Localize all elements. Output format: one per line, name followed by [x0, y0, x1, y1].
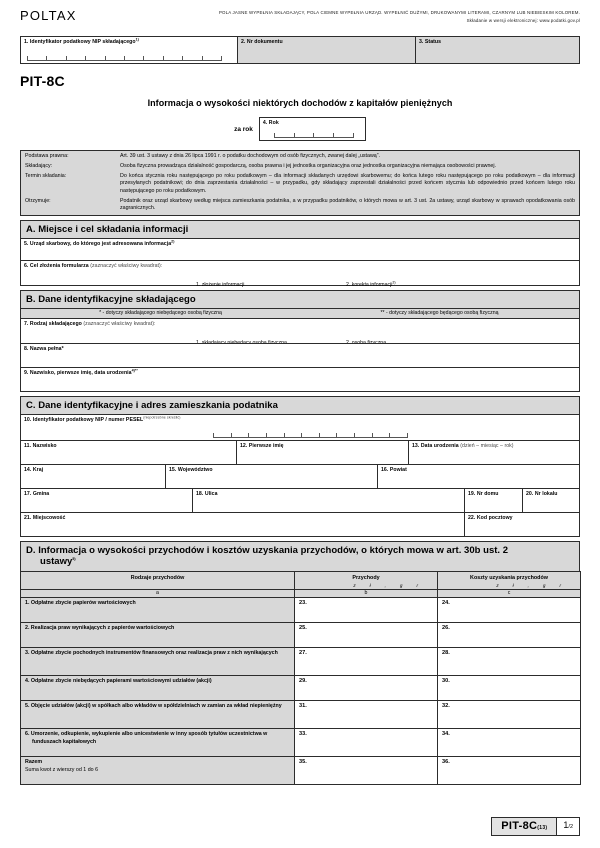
- page-footer: [20, 817, 580, 836]
- legal-basis-table: [20, 150, 580, 216]
- field-nazwisko[interactable]: [20, 440, 237, 465]
- field-wojewodztwo-label: 15. Województwo: [169, 466, 213, 473]
- field-nr-dokumentu-label: 2. Nr dokumentu: [241, 39, 283, 45]
- section-b-row-7: [20, 318, 580, 344]
- form-subtitle: Informacja o wysokości niektórych dochodów z kapitałów pieniężnych: [147, 98, 453, 108]
- table-row: [21, 597, 581, 622]
- footer-page-number: 1/2: [557, 817, 580, 836]
- legal-value: Do końca stycznia roku następującego po roku podatkowym – dla informacji składanych urzędowi skarbowemu; do końca lutego roku następującego po roku podatkowym – dla informacji przesyłanych podatnikowi; do dnia zaprzestania działalności – w przypadku, gdy składający zaprzestali działalności przed końcem stycznia lub odpowiednio przed końcem lutego roku następującego po roku podatkowym.: [120, 172, 575, 194]
- footer-form-code: PIT-8C(13): [491, 817, 557, 836]
- fill-instructions-line1: POLA JASNE WYPEŁNIA SKŁADAJĄCY, POLA CIEMNE WYPEŁNIA URZĄD. WYPEŁNIĆ DUŻYMI, DRUKOWANYMI LITERAMI, CZARNYM LUB NIEBIESKIM KOLOREM.: [218, 10, 580, 15]
- row-cost-field[interactable]: 30.: [438, 675, 581, 700]
- legal-row: [25, 173, 575, 195]
- legal-value: Osoba fizyczna prowadząca działalność gospodarczą, osoba prawna i jej jednostka organizacyjna oraz jednostka organizacyjna niemająca osobowości prawnej.: [120, 162, 496, 169]
- field-cel-zlozenia[interactable]: [20, 260, 580, 289]
- field-wojewodztwo[interactable]: [166, 464, 378, 489]
- section-c-row-10: [20, 414, 580, 441]
- field-nip-pesel-hint: (niepotrzebne skreślić): [143, 415, 181, 420]
- section-c-row-17-20: [20, 488, 580, 513]
- footer-form-version: (13): [537, 825, 548, 831]
- field-nr-domu[interactable]: [465, 488, 523, 513]
- table-header-row: [21, 571, 581, 589]
- row-description: 2. Realizacja praw wynikających z papierów wartościowych: [21, 622, 295, 647]
- field-nazwisko-imie-data[interactable]: [20, 367, 580, 392]
- field-ulica-label: 18. Ulica: [196, 490, 218, 497]
- field-nr-lokalu[interactable]: [523, 488, 580, 513]
- section-b-row-8: [20, 343, 580, 368]
- field-rok[interactable]: [259, 117, 366, 141]
- legal-key: Otrzymuje:: [25, 197, 51, 204]
- section-a-row-5: [20, 238, 580, 261]
- nip-comb[interactable]: [27, 55, 222, 61]
- col-letter-a: a: [21, 589, 295, 597]
- field-powiat-label: 16. Powiat: [381, 466, 407, 473]
- zl-gr-koszty: zł,gr: [496, 582, 575, 588]
- row-income-field[interactable]: 29.: [295, 675, 438, 700]
- row-description: 5. Objęcie udziałów (akcji) w spółkach albo wkładów w spółdzielniach w zamian za wkład niepieniężny: [21, 700, 295, 728]
- section-c-row-21-22: [20, 512, 580, 537]
- legal-row: [25, 163, 575, 170]
- section-c-row-11-13: [20, 440, 580, 465]
- year-row: [20, 116, 580, 142]
- field-nazwisko-imie-data-label: 9. Nazwisko, pierwsze imię, data urodzenia$^{4)**}$: [24, 368, 138, 376]
- field-kod-pocztowy[interactable]: [465, 512, 580, 537]
- col-header-przychody: Przychody zł,gr: [295, 571, 438, 589]
- field-urzad-skarbowy[interactable]: [20, 238, 580, 261]
- row-cost-field[interactable]: 24.: [438, 597, 581, 622]
- footnote-marker-2: 2): [171, 239, 175, 244]
- choice-korekta-informacji[interactable]: 2. korekta informacji$^{3)}$: [346, 280, 396, 289]
- field-nip-pesel-label: 10. Identyfikator podatkowy NIP / numer $PESEL^{(niepotrzebne skreślić)}$: [24, 415, 181, 423]
- legal-key: Składający:: [25, 162, 53, 169]
- section-d-heading-line2: ustawy$^{5)}$: [40, 556, 76, 568]
- legal-value: Art. 39 ust. 3 ustawy z dnia 26 lipca 1991 r. o podatku dochodowym od osób fizycznych, zwanej dalej „ustawą”.: [120, 153, 380, 159]
- field-nip-pesel[interactable]: [20, 414, 580, 441]
- table-row: [21, 647, 581, 675]
- table-total-row: [21, 756, 581, 784]
- page-header: [20, 0, 580, 36]
- field-kraj[interactable]: [20, 464, 166, 489]
- field-cel-zlozenia-label: 6. Cel złożenia formularza (zaznaczyć właściwy kwadrat):: [24, 263, 163, 270]
- section-c-heading: C. Dane identyfikacyjne i adres zamieszkania podatnika: [20, 396, 580, 415]
- field-miejscowosc[interactable]: [20, 512, 465, 537]
- field-gmina[interactable]: [20, 488, 193, 513]
- fill-instructions: [160, 9, 580, 25]
- row-description: 1. Odpłatne zbycie papierów wartościowych: [21, 597, 295, 622]
- field-powiat[interactable]: [378, 464, 580, 489]
- total-row-label: Razem Suma kwot z wierszy od 1 do 6: [21, 756, 295, 784]
- field-miejscowosc-label: 21. Miejscowość: [24, 514, 66, 521]
- row-cost-field[interactable]: 32.: [438, 700, 581, 728]
- fill-instructions-line2: Składanie w wersji elektronicznej: www.podatki.gov.pl: [466, 18, 580, 23]
- choice-zlozenie-informacji[interactable]: 1. złożenie informacji: [196, 282, 245, 289]
- field-nr-dokumentu: [238, 36, 416, 64]
- field-kod-pocztowy-label: 22. Kod pocztowy: [468, 514, 513, 521]
- table-row: [21, 700, 581, 728]
- section-a-row-6: [20, 260, 580, 289]
- section-c-row-14-16: [20, 464, 580, 489]
- col-header-koszty: Koszty uzyskania przychodów zł,gr: [438, 571, 581, 589]
- field-rok-label: 4. Rok: [262, 120, 279, 126]
- row-description: 4. Odpłatne zbycie niebędących papierami wartościowymi udziałów (akcji): [21, 675, 295, 700]
- legal-key: Podstawa prawna:: [25, 153, 69, 159]
- total-income-field[interactable]: 35.: [295, 756, 438, 784]
- row-cost-field[interactable]: 28.: [438, 647, 581, 675]
- field-ulica[interactable]: [193, 488, 465, 513]
- top-field-row: [20, 36, 580, 64]
- table-letter-row: [21, 589, 581, 597]
- row-income-field[interactable]: 23.: [295, 597, 438, 622]
- field-rodzaj-skladajacego-label: 7. Rodzaj składającego (zaznaczyć właściwy kwadrat):: [24, 320, 156, 327]
- section-b-row-9: [20, 367, 580, 392]
- legal-key: Termin składania:: [25, 172, 67, 179]
- row-income-field[interactable]: 25.: [295, 622, 438, 647]
- footnote-marker-1: 1): [135, 37, 139, 42]
- rok-comb[interactable]: [274, 132, 354, 138]
- legal-value: Podatnik oraz urząd skarbowy według miejsca zamieszkania podatnika, a w przypadku podatników, o których mowa w art. 3 ust. 2a ustawy, urząd skarbowy w sprawach opodatkowania osób zagranicznych.: [120, 197, 575, 211]
- row-cost-field[interactable]: 26.: [438, 622, 581, 647]
- section-b-note-left: * - dotyczy składającego niebędącego osobą fizyczną: [99, 310, 222, 317]
- field-pierwsze-imie[interactable]: [237, 440, 409, 465]
- za-rok-label: za rok: [234, 125, 253, 133]
- field-nip-label: 1. Identyfikator podatkowy NIP składającego$^{1)}$: [24, 37, 139, 45]
- field-urzad-skarbowy-label: 5. Urząd skarbowy, do którego jest adresowana informacja$^{2)}$: [24, 239, 175, 248]
- legal-row: [25, 153, 575, 160]
- field-data-urodzenia-label: 13. Data urodzenia (dzień – miesiąc – rok): [412, 442, 514, 449]
- row-description: 6. Umorzenie, odkupienie, wykupienie albo unicestwienie w inny sposób tytułów uczestnictwa w funduszach kapitałowych: [21, 728, 295, 756]
- field-nazwa-pelna-label: 8. Nazwa pełna*: [24, 345, 64, 352]
- field-rodzaj-skladajacego[interactable]: [20, 318, 580, 344]
- row-income-field[interactable]: 33.: [295, 728, 438, 756]
- nip-pesel-comb[interactable]: [213, 432, 408, 438]
- field-nazwisko-label: 11. Nazwisko: [24, 442, 57, 449]
- section-b-heading: B. Dane identyfikacyjne składającego: [20, 290, 580, 309]
- section-d-table: [20, 571, 581, 785]
- section-a-heading: A. Miejsce i cel składania informacji: [20, 220, 580, 239]
- row-income-field[interactable]: 31.: [295, 700, 438, 728]
- section-d-heading: [20, 541, 580, 572]
- field-nr-lokalu-label: 20. Nr lokalu: [526, 490, 558, 497]
- total-cost-field[interactable]: 36.: [438, 756, 581, 784]
- field-status-label: 3. Status: [419, 39, 442, 45]
- legal-row: [25, 198, 575, 213]
- table-row: [21, 675, 581, 700]
- footnote-marker-5: 5): [72, 557, 76, 562]
- field-kraj-label: 14. Kraj: [24, 466, 44, 473]
- table-row: [21, 622, 581, 647]
- col-letter-b: b: [295, 589, 438, 597]
- row-cost-field[interactable]: 34.: [438, 728, 581, 756]
- col-letter-c: c: [438, 589, 581, 597]
- field-nr-domu-label: 19. Nr domu: [468, 490, 499, 497]
- field-nip-skladajacego[interactable]: [20, 36, 238, 64]
- field-nazwa-pelna[interactable]: [20, 343, 580, 368]
- page-title: PIT-8C: [20, 73, 65, 89]
- poltax-logo: POLTAX: [20, 8, 77, 23]
- row-description: 3. Odpłatne zbycie pochodnych instrumentów finansowych oraz realizacja praw z nich wynikających: [21, 647, 295, 675]
- footnote-marker-3: 3): [392, 280, 396, 285]
- footnote-marker-4: 4)**: [131, 368, 138, 373]
- field-status: [416, 36, 580, 64]
- col-header-rodzaje: Rodzaje przychodów: [21, 571, 295, 589]
- zl-gr-przychody: zł,gr: [353, 582, 432, 588]
- table-row: [21, 728, 581, 756]
- section-b-note-right: ** - dotyczy składającego będącego osobą fizyczną: [380, 310, 499, 317]
- field-data-urodzenia[interactable]: [409, 440, 580, 465]
- section-d-heading-line1: D. Informacja o wysokości przychodów i kosztów uzyskania przychodów, o których mowa w art. 30b ust. 2: [26, 544, 509, 556]
- row-income-field[interactable]: 27.: [295, 647, 438, 675]
- field-gmina-label: 17. Gmina: [24, 490, 50, 497]
- field-pierwsze-imie-label: 12. Pierwsze imię: [240, 442, 284, 449]
